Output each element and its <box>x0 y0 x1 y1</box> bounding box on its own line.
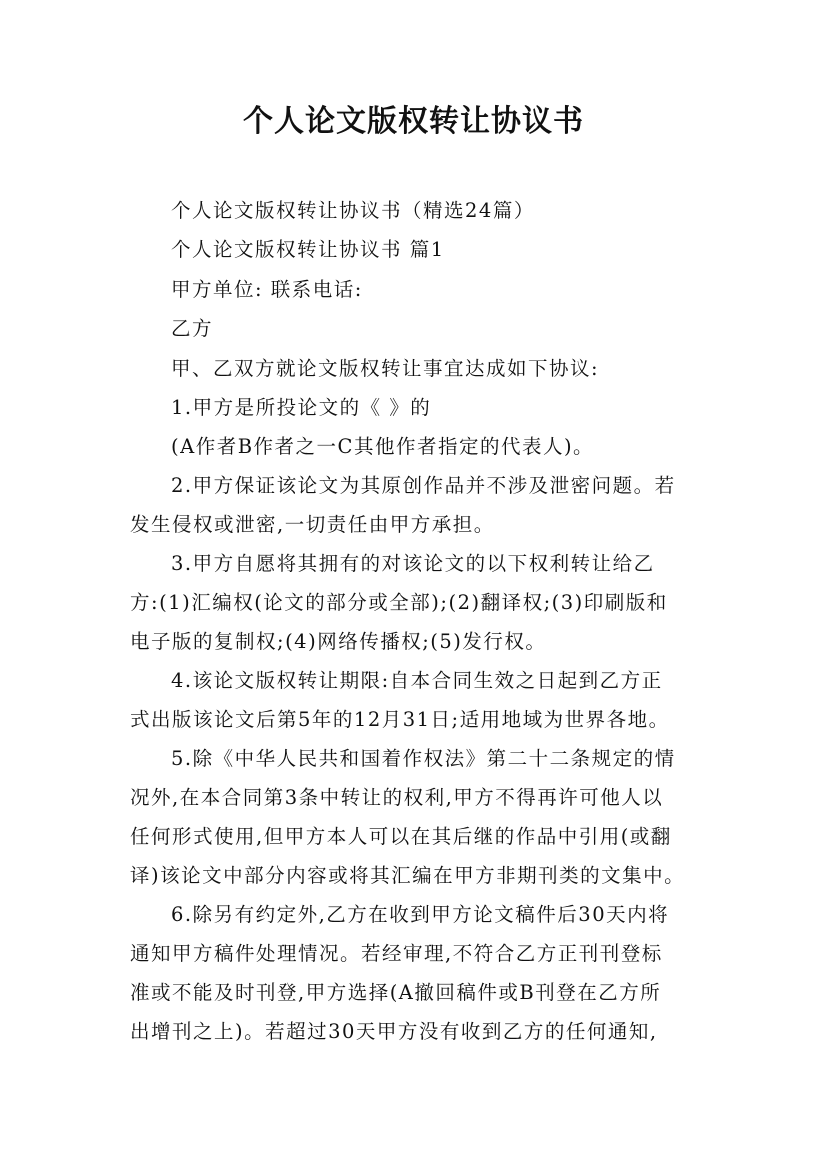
doc-line-clause-3-cont-1: 方:(1)汇编权(论文的部分或全部);(2)翻译权;(3)印刷版和 <box>130 591 668 614</box>
doc-line-clause-6-cont-3: 出增刊之上)。若超过30天甲方没有收到乙方的任何通知, <box>130 1020 658 1043</box>
doc-line-clause-6-cont-1: 通知甲方稿件处理情况。若经审理,不符合乙方正刊刊登标 <box>130 942 663 965</box>
doc-line-clause-3-cont-2: 电子版的复制权;(4)网络传播权;(5)发行权。 <box>130 630 547 653</box>
doc-line-article-heading: 个人论文版权转让协议书 篇1 <box>171 238 445 261</box>
doc-line-clause-4-cont: 式出版该论文后第5年的12月31日;适用地域为世界各地。 <box>130 708 670 731</box>
doc-line-clause-2: 2.甲方保证该论文为其原创作品并不涉及泄密问题。若 <box>171 474 676 497</box>
doc-line-clause-5-cont-2: 任何形式使用,但甲方本人可以在其后继的作品中引用(或翻 <box>130 825 672 848</box>
doc-line-clause-6: 6.除另有约定外,乙方在收到甲方论文稿件后30天内将 <box>171 903 670 926</box>
doc-line-clause-1: 1.甲方是所投论文的《 》的 <box>171 396 432 419</box>
doc-line-subtitle: 个人论文版权转让协议书（精选24篇） <box>171 199 535 222</box>
doc-line-clause-3: 3.甲方自愿将其拥有的对该论文的以下权利转让给乙 <box>171 552 655 575</box>
doc-line-clause-2-cont: 发生侵权或泄密,一切责任由甲方承担。 <box>130 513 495 536</box>
doc-line-clause-6-cont-2: 准或不能及时刊登,甲方选择(A撤回稿件或B刊登在乙方所 <box>130 981 662 1004</box>
doc-line-intro: 甲、乙双方就论文版权转让事宜达成如下协议: <box>171 357 600 380</box>
doc-line-party-a: 甲方单位: 联系电话: <box>171 278 363 301</box>
document-title: 个人论文版权转让协议书 <box>243 104 584 139</box>
doc-line-clause-1-options: (A作者B作者之一C其他作者指定的代表人)。 <box>171 435 595 458</box>
doc-line-clause-5-cont-1: 况外,在本合同第3条中转让的权利,甲方不得再许可他人以 <box>130 786 664 809</box>
doc-line-clause-5: 5.除《中华人民共和国着作权法》第二十二条规定的情 <box>171 747 676 770</box>
doc-line-party-b: 乙方 <box>171 317 214 340</box>
doc-line-clause-4: 4.该论文版权转让期限:自本合同生效之日起到乙方正 <box>171 669 663 692</box>
doc-line-clause-5-cont-3: 译)该论文中部分内容或将其汇编在甲方非期刊类的文集中。 <box>130 864 686 887</box>
